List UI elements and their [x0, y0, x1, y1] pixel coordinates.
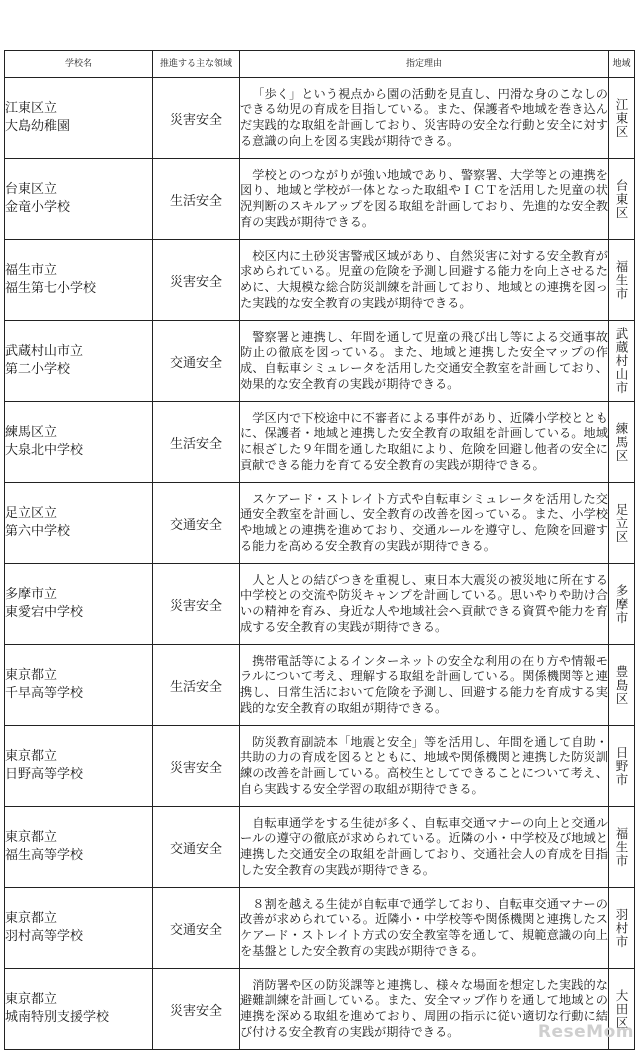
- school-municipality: 東京都立: [5, 911, 58, 926]
- area-cell: 災害安全: [153, 240, 240, 321]
- school-cell: [5, 78, 153, 159]
- area-cell: 交通安全: [153, 483, 240, 564]
- header-reason: 指定理由: [240, 51, 609, 78]
- school-municipality: 足立区立: [5, 506, 58, 521]
- school-municipality: 東京都立: [5, 830, 58, 845]
- table-row: [5, 888, 635, 969]
- school-name: 第六中学校: [5, 524, 71, 539]
- table-row: [5, 78, 635, 159]
- region-cell: 羽村市: [609, 888, 635, 969]
- region-cell: 練馬区: [609, 402, 635, 483]
- reason-cell: 警察署と連携し、年間を通して児童の飛び出し等による交通事故防止の徹底を図っている。また、地域と連携した安全マップの作成、自転車シミュレータを活用した交通安全教室を計画しており、効果的な安全教育の実践が期待できる。: [240, 321, 609, 402]
- region-cell: 福生市: [609, 807, 635, 888]
- school-name: 東愛宕中学校: [5, 605, 84, 620]
- school-municipality: 東京都立: [5, 668, 58, 683]
- area-cell: 災害安全: [153, 78, 240, 159]
- area-cell: 交通安全: [153, 321, 240, 402]
- header-region: 地域: [609, 51, 635, 78]
- region-cell: 足立区: [609, 483, 635, 564]
- school-municipality: 江東区立: [5, 101, 58, 116]
- reason-cell: スケアード・ストレイト方式や自転車シミュレータを活用した交通安全教室を計画し、安全教育の改善を図っている。また、小学校や地域との連携を進めており、交通ルールを遵守し、危険を回避する能力を高める安全教育の実践が期待できる。: [240, 483, 609, 564]
- designated-schools-table: [4, 50, 635, 1050]
- area-cell: 交通安全: [153, 807, 240, 888]
- school-name: 城南特別支援学校: [5, 1010, 110, 1025]
- school-name: 大島幼稚園: [5, 119, 71, 134]
- table-row: [5, 240, 635, 321]
- reason-cell: 「歩く」という視点から園の活動を見直し、円滑な身のこなしのできる幼児の育成を目指している。また、保護者や地域を巻き込んだ実践的な取組を計画しており、災害時の安全な行動と安全に対する意識の向上を図る実践が期待できる。: [240, 78, 609, 159]
- resemom-watermark: ReseMom: [537, 1022, 634, 1042]
- region-cell: 豊島区: [609, 645, 635, 726]
- region-cell: 福生市: [609, 240, 635, 321]
- school-name: 日野高等学校: [5, 767, 84, 782]
- school-cell: [5, 807, 153, 888]
- table-row: [5, 159, 635, 240]
- region-cell: 台東区: [609, 159, 635, 240]
- region-cell: 江東区: [609, 78, 635, 159]
- table-row: [5, 645, 635, 726]
- area-cell: 生活安全: [153, 402, 240, 483]
- school-cell: [5, 888, 153, 969]
- school-name: 千早高等学校: [5, 686, 84, 701]
- school-cell: [5, 402, 153, 483]
- table-row: [5, 726, 635, 807]
- region-cell: 多摩市: [609, 564, 635, 645]
- header-area: 推進する主な領域: [153, 51, 240, 78]
- school-cell: [5, 645, 153, 726]
- school-name: 金竜小学校: [5, 200, 71, 215]
- school-name: 福生高等学校: [5, 848, 84, 863]
- region-cell: 大田区: [609, 969, 635, 1050]
- table-row: [5, 402, 635, 483]
- table-row: [5, 483, 635, 564]
- school-name: 第二小学校: [5, 362, 71, 377]
- school-cell: [5, 159, 153, 240]
- table-row: [5, 321, 635, 402]
- area-cell: 交通安全: [153, 888, 240, 969]
- school-cell: [5, 969, 153, 1050]
- school-municipality: 多摩市立: [5, 587, 58, 602]
- reason-cell: 消防署や区の防災課等と連携し、様々な場面を想定した実践的な避難訓練を計画している。また、安全マップ作りを通して地域との連携を深める取組を進めており、周囲の指示に従い適切な行動に結び付ける安全教育の実践が期待できる。: [240, 969, 609, 1050]
- table-row: [5, 807, 635, 888]
- table-row: [5, 564, 635, 645]
- area-cell: 災害安全: [153, 726, 240, 807]
- reason-cell: 学校とのつながりが強い地域であり、警察署、大学等との連携を図り、地域と学校が一体となった取組やＩＣＴを活用した児童の状況判断のスキルアップを図る取組を計画しており、先進的な安全教育の実践が期待できる。: [240, 159, 609, 240]
- reason-cell: 自転車通学をする生徒が多く、自転車交通マナーの向上と交通ルールの遵守の徹底が求められている。近隣の小・中学校及び地域と連携した交通安全の取組を計画しており、交通社会人の育成を目指した安全教育の実践が期待できる。: [240, 807, 609, 888]
- school-municipality: 東京都立: [5, 749, 58, 764]
- header-school: 学校名: [5, 51, 153, 78]
- school-cell: [5, 321, 153, 402]
- reason-cell: ８割を越える生徒が自転車で通学しており、自転車交通マナーの改善が求められている。近隣小・中学校等や関係機関と連携したスケアード・ストレイト方式の安全教室等を通して、規範意識の向上を基盤とした安全教育の実践が期待できる。: [240, 888, 609, 969]
- region-cell: 武蔵村山市: [609, 321, 635, 402]
- school-municipality: 東京都立: [5, 992, 58, 1007]
- reason-cell: 防災教育副読本「地震と安全」等を活用し、年間を通して自助・共助の力の育成を図るとともに、地域や関係機関と連携した防災訓練の改善を計画している。高校生としてできることについて考え、自ら実践する安全学習の取組が期待できる。: [240, 726, 609, 807]
- reason-cell: 携帯電話等によるインターネットの安全な利用の在り方や情報モラルについて考え、理解する取組を計画している。関係機関等と連携し、日常生活において危険を予測し、回避する能力を育成する実践的な安全教育の取組が期待できる。: [240, 645, 609, 726]
- school-name: 羽村高等学校: [5, 929, 84, 944]
- school-cell: [5, 564, 153, 645]
- reason-cell: 学区内で下校途中に不審者による事件があり、近隣小学校とともに、保護者・地域と連携した安全教育の取組を計画している。地域に根ざした９年間を通した取組により、危険を回避し他者の安全に貢献できる能力を育てる安全教育の実践が期待できる。: [240, 402, 609, 483]
- area-cell: 災害安全: [153, 564, 240, 645]
- area-cell: 災害安全: [153, 969, 240, 1050]
- area-cell: 生活安全: [153, 159, 240, 240]
- reason-cell: 人と人との結びつきを重視し、東日本大震災の被災地に所在する中学校との交流や防災キャンプを計画している。思いやりや助け合いの精神を育み、身近な人や地域社会へ貢献できる資質や能力を育成する安全教育の実践が期待できる。: [240, 564, 609, 645]
- school-municipality: 武蔵村山市立: [5, 344, 84, 359]
- area-cell: 生活安全: [153, 645, 240, 726]
- school-cell: [5, 240, 153, 321]
- table-header-row: [5, 51, 635, 78]
- school-municipality: 福生市立: [5, 263, 58, 278]
- region-cell: 日野市: [609, 726, 635, 807]
- school-municipality: 台東区立: [5, 182, 58, 197]
- reason-cell: 校区内に土砂災害警戒区域があり、自然災害に対する安全教育が求められている。児童の危険を予測し回避する能力を向上させるために、大規模な総合防災訓練を計画しており、地域との連携を図った実践的な安全教育の実践が期待できる。: [240, 240, 609, 321]
- school-cell: [5, 726, 153, 807]
- school-cell: [5, 483, 153, 564]
- school-municipality: 練馬区立: [5, 425, 58, 440]
- school-name: 福生第七小学校: [5, 281, 97, 296]
- school-name: 大泉北中学校: [5, 443, 84, 458]
